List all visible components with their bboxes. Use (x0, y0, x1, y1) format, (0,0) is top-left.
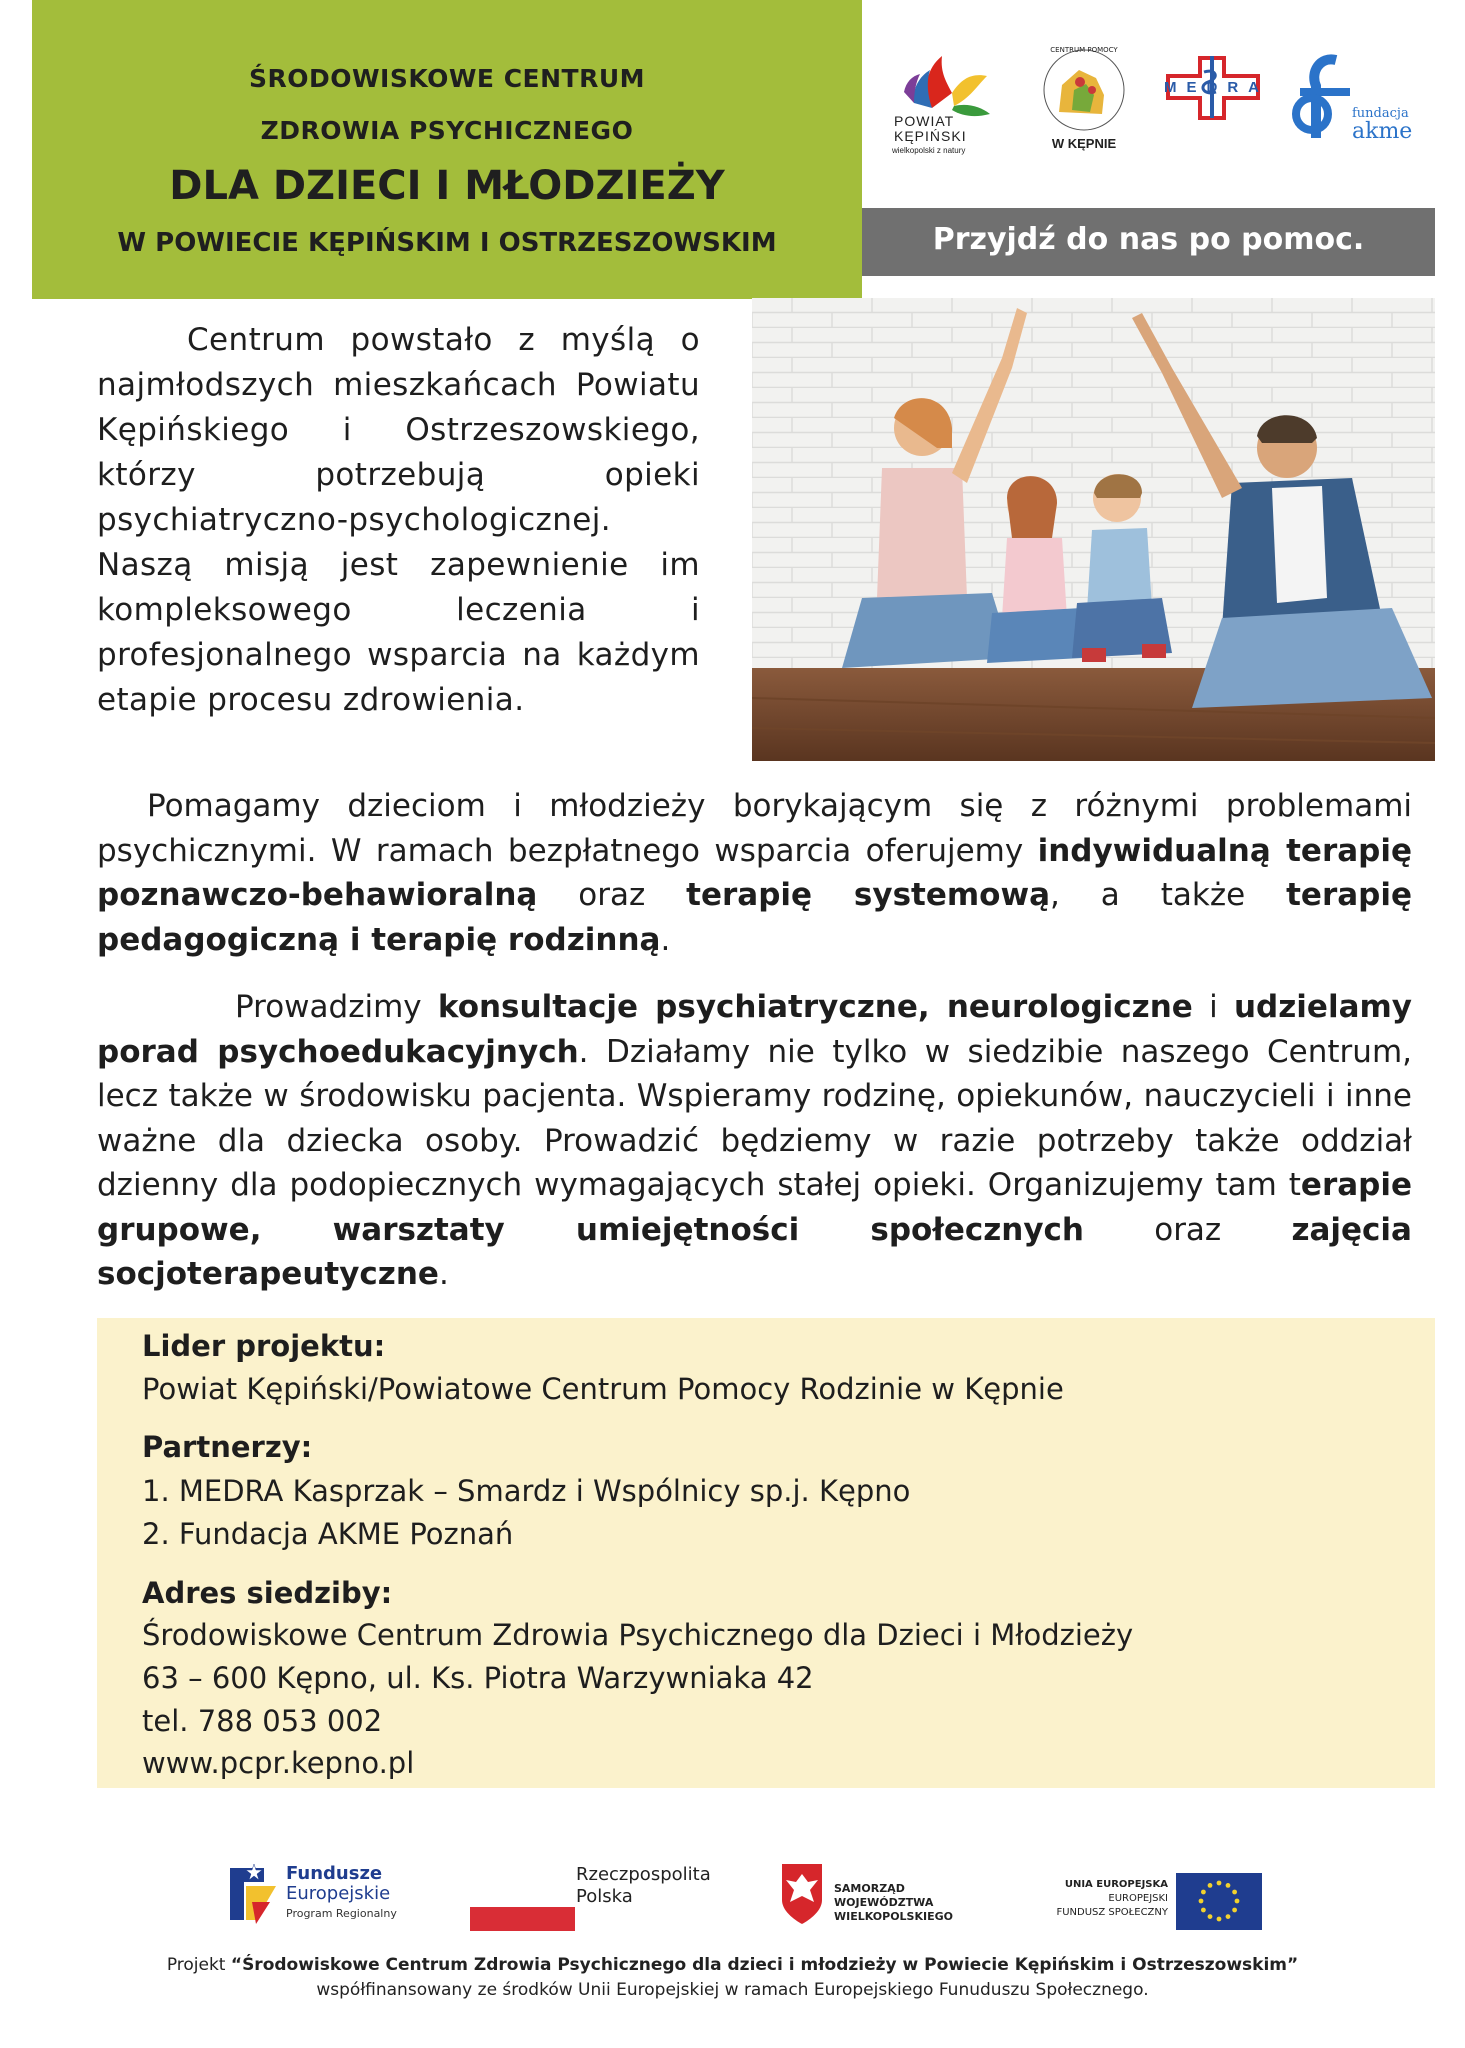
p2-text-g: . (660, 921, 671, 958)
fundusze-europejskie-logo (226, 1862, 416, 1932)
pcpr-logo (1024, 40, 1144, 158)
p3-bold-group-therapy: erapie grupowe, warsztaty umiejętności społecznych (97, 1167, 1412, 1248)
footer-prefix: Projekt (166, 1955, 231, 1975)
powiat-name-1: POWIAT (894, 113, 955, 129)
p3-text-g: oraz (1084, 1211, 1292, 1248)
header-line-1: ŚRODOWISKOWE CENTRUM (248, 64, 646, 93)
p2-text-e: , a także (1050, 877, 1287, 913)
wlkp-line-2: WIELKOPOLSKIEGO (834, 1910, 953, 1923)
wlkp-line-1: SAMORZĄD WOJEWÓDZTWA (834, 1882, 934, 1909)
consultations-paragraph (97, 985, 1412, 1297)
family-house-image (752, 298, 1435, 761)
eu-flag (1176, 1873, 1262, 1930)
wielkopolska-logo (778, 1860, 998, 1935)
footer-line-2: współfinansowany ze środków Unii Europejskiej w ramach Europejskiego Funuduszu Społecznego. (316, 1980, 1149, 2000)
p3-text-e: . Działamy nie tylko w siedzibie naszego Centrum, lecz także w środowisku pacjenta. Wspieramy rodzinę, opiekunów, nauczycieli i inne ważne dla dziecka osoby. Prowadzić będziemy w razie potrzeby także oddział dzienny dla podopiecznych wymagających stałej opieki. Organizujemy tam t (97, 1033, 1412, 1203)
akme-label-2: akme (1352, 119, 1413, 144)
address-line-2: 63 – 600 Kępno, ul. Ks. Piotra Warzywniaka 42 (142, 1661, 814, 1695)
eu-label (1030, 1878, 1168, 1920)
eu-line-2: EUROPEJSKI (1108, 1893, 1168, 1904)
partner-1: 1. MEDRA Kasprzak – Smardz i Wspólnicy sp.j. Kępno (142, 1474, 911, 1508)
address-line-1: Środowiskowe Centrum Zdrowia Psychicznego dla Dzieci i Młodzieży (142, 1618, 1134, 1652)
footer-note (0, 1953, 1465, 2003)
fe-line-1: Fundusze (286, 1863, 383, 1884)
rp-line-1: Rzeczpospolita (576, 1864, 711, 1885)
intro-text: Centrum powstało z myślą o najmłodszych mieszkańcach Powiatu Kępińskiego i Ostrzeszowskiego, którzy potrzebują opieki psychiatryczno-psychologicznej. Naszą misją jest zapewnienie im kompleksowego leczenia i profesjonalnego wsparcia na każdym etapie procesu zdrowienia. (97, 322, 700, 718)
p3-bold-consultations: konsultacje psychiatryczne, neurologiczne (437, 989, 1193, 1025)
address-heading: Adres siedziby: (142, 1576, 393, 1610)
p3-text-a: Prowadzimy (235, 989, 438, 1025)
p2-bold-cbt: indywidualną terapię poznawczo-behawioralną (97, 832, 1412, 913)
eagle-shield-icon (778, 1860, 826, 1926)
powiat-tagline: wielkopolski z natury (892, 146, 966, 155)
powiat-emblem-icon (892, 48, 1002, 118)
family-photo (752, 298, 1435, 761)
fe-star-icon (226, 1862, 278, 1926)
eu-line-3: FUNDUSZ SPOŁECZNY (1056, 1907, 1168, 1918)
p2-bold-pedagogic: terapię pedagogiczną i terapię rodzinną (97, 877, 1412, 958)
p3-text-i: . (438, 1256, 449, 1292)
slogan-text: Przyjdź do nas po pomoc. (932, 222, 1365, 257)
p2-text-a: Pomagamy dzieciom i młodzieży borykającym się z różnymi problemami psychicznymi. W ramach bezpłatnego wsparcia oferujemy (97, 788, 1412, 869)
p3-bold-psychoeducation: udzielamy porad psychoedukacyjnych (97, 989, 1412, 1070)
leader-heading: Lider projektu: (142, 1329, 386, 1363)
pcpr-emblem-icon (1024, 40, 1144, 136)
header-banner (32, 0, 862, 299)
p2-bold-systemic: terapię systemową (686, 877, 1051, 913)
p3-bold-socio: zajęcia socjoterapeutyczne (97, 1211, 1412, 1292)
rp-label (576, 1864, 711, 1908)
eu-stars-icon (1176, 1873, 1262, 1930)
akme-label-1: fundacja (1352, 106, 1409, 121)
p2-text-c: oraz (537, 877, 687, 913)
project-info-panel (97, 1318, 1435, 1788)
eu-line-1: UNIA EUROPEJSKA (1064, 1879, 1168, 1890)
header-subtitle: W POWIECIE KĘPIŃSKIM I OSTRZESZOWSKIM (117, 228, 777, 258)
fe-line-2: Europejskie (286, 1883, 391, 1904)
pcpr-town: W KĘPNIE (1051, 136, 1117, 151)
medra-logo (1164, 52, 1269, 122)
slogan-bar (862, 208, 1435, 276)
footer-line-1 (0, 1953, 1465, 1978)
fe-line-3: Program Regionalny (286, 1907, 397, 1920)
website-link[interactable]: www.pcpr.kepno.pl (142, 1746, 415, 1780)
partners-heading: Partnerzy: (142, 1430, 313, 1464)
services-paragraph (97, 784, 1412, 962)
partner-2: 2. Fundacja AKME Poznań (142, 1517, 514, 1551)
header-title: DLA DZIECI I MŁODZIEŻY (169, 163, 725, 209)
p3-text-c: i (1192, 989, 1234, 1025)
powiat-kepinski-logo (892, 48, 1002, 160)
footer-project-title: “Środowiskowe Centrum Zdrowia Psychicznego dla dzieci i młodzieży w Powiecie Kępińskim i Ostrzeszowskim” (230, 1955, 1299, 1975)
rp-line-2: Polska (576, 1886, 633, 1907)
leader-text: Powiat Kępiński/Powiatowe Centrum Pomocy Rodzinie w Kępnie (142, 1372, 1064, 1406)
header-line-2: ZDROWIA PSYCHICZNEGO (260, 116, 634, 145)
intro-paragraph (97, 318, 700, 723)
akme-logo (1290, 52, 1440, 142)
medra-name: MEDRA (1164, 79, 1269, 96)
powiat-name-2: KĘPIŃSKI (894, 128, 967, 144)
polish-flag (470, 1885, 575, 1935)
phone-number: tel. 788 053 002 (142, 1704, 383, 1738)
svg-text:CENTRUM POMOCY: CENTRUM POMOCY (1050, 46, 1118, 54)
